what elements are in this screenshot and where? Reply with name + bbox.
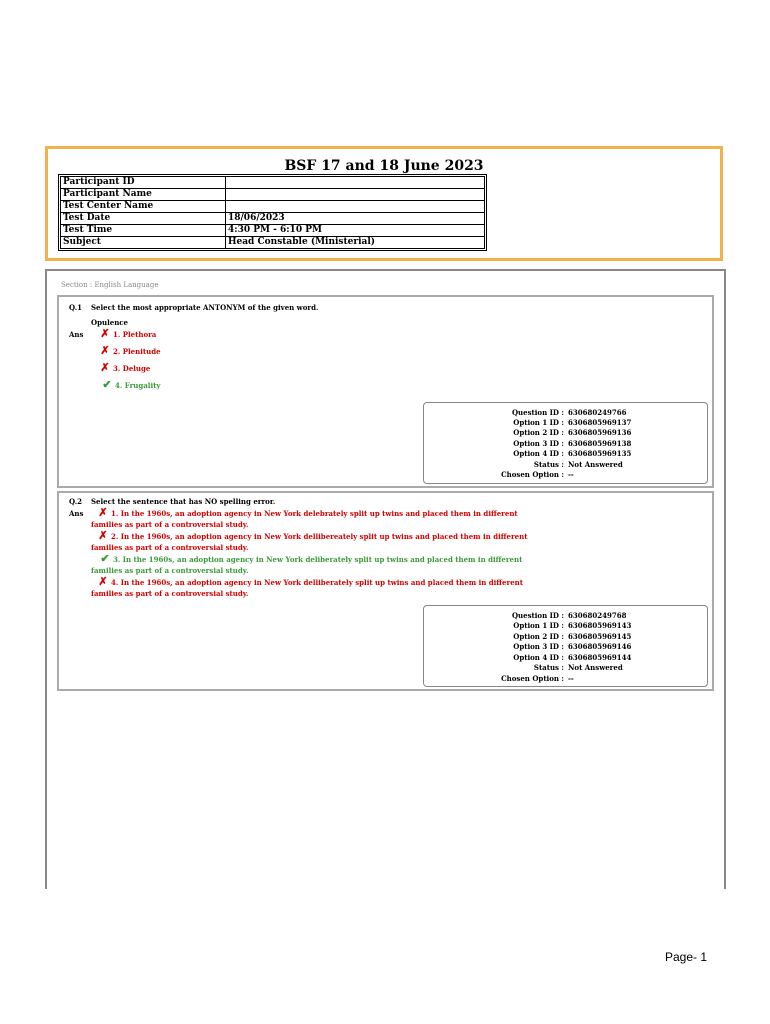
- meta-row: [424, 642, 707, 652]
- info-value: 18/06/2023: [226, 213, 485, 225]
- question-card-1: [57, 295, 714, 488]
- meta-key: Option 2 ID :: [513, 632, 564, 641]
- option-text-line1: 2. In the 1960s, an adoption agency in New York dellibereately split up twins and placed them in different: [111, 532, 528, 541]
- option-text-line2: families as part of a controversial study.: [91, 566, 249, 575]
- meta-key: Status :: [533, 663, 564, 672]
- cross-icon: ✗: [100, 344, 110, 357]
- info-value: Head Constable (Ministerial): [226, 237, 485, 249]
- info-value: 4:30 PM - 6:10 PM: [226, 225, 485, 237]
- meta-value: 6306805969138: [568, 439, 632, 448]
- participant-info-table: [58, 174, 487, 251]
- meta-key: Chosen Option :: [501, 674, 564, 683]
- meta-row: [424, 408, 707, 418]
- ans-label: Ans: [69, 509, 84, 518]
- option-1: [91, 506, 518, 530]
- option-text-line2: families as part of a controversial study.: [91, 543, 249, 552]
- meta-value: 6306805969137: [568, 418, 632, 427]
- meta-row: [424, 460, 707, 470]
- meta-row: [424, 621, 707, 631]
- question-text: Select the most appropriate ANTONYM of the given word.: [91, 303, 319, 312]
- section-label: Section : English Language: [61, 281, 159, 289]
- meta-value: --: [568, 674, 574, 683]
- check-icon: ✔: [102, 378, 112, 391]
- info-row: [61, 177, 485, 189]
- meta-key: Option 1 ID :: [513, 418, 564, 427]
- meta-value: 6306805969146: [568, 642, 632, 651]
- option-1: [99, 328, 156, 340]
- meta-key: Option 3 ID :: [513, 642, 564, 651]
- option-4: [91, 575, 523, 599]
- check-icon: ✔: [100, 552, 110, 565]
- cross-icon: ✗: [100, 327, 110, 340]
- meta-key: Question ID :: [511, 408, 564, 417]
- question-number: Q.2: [69, 497, 83, 506]
- meta-row: [424, 470, 707, 480]
- info-label: Subject: [61, 237, 226, 249]
- meta-value: 6306805969143: [568, 621, 632, 630]
- cross-icon: ✗: [98, 506, 108, 519]
- cross-icon: ✗: [98, 575, 108, 588]
- option-text: 2. Plenitude: [113, 347, 161, 356]
- option-text: 3. Deluge: [113, 364, 151, 373]
- option-2: [99, 345, 161, 357]
- info-row: [61, 189, 485, 201]
- info-label: Test Time: [61, 225, 226, 237]
- meta-row: [424, 663, 707, 673]
- cross-icon: ✗: [100, 361, 110, 374]
- option-3: [91, 552, 523, 576]
- info-label: Test Date: [61, 213, 226, 225]
- header-box: [45, 146, 723, 261]
- info-value: [226, 177, 485, 189]
- info-label: Test Center Name: [61, 201, 226, 213]
- option-text-line1: 4. In the 1960s, an adoption agency in New York delliberately split up twins and placed them in different: [111, 578, 523, 587]
- meta-value: --: [568, 470, 574, 479]
- meta-key: Status :: [533, 460, 564, 469]
- meta-value: 6306805969144: [568, 653, 632, 662]
- meta-row: [424, 449, 707, 459]
- info-row: [61, 201, 485, 213]
- section-container: [45, 269, 726, 889]
- question-meta-box: [423, 605, 708, 687]
- info-label: Participant ID: [61, 177, 226, 189]
- meta-value: 630680249768: [568, 611, 627, 620]
- meta-key: Chosen Option :: [501, 470, 564, 479]
- meta-value: Not Answered: [568, 663, 623, 672]
- option-3: [99, 362, 150, 374]
- info-row: [61, 237, 485, 249]
- info-row: [61, 225, 485, 237]
- meta-value: 6306805969145: [568, 632, 632, 641]
- option-text: 1. Plethora: [113, 330, 157, 339]
- question-number: Q.1: [69, 303, 83, 312]
- page-number: Page- 1: [665, 950, 708, 964]
- meta-row: [424, 674, 707, 684]
- option-text-line2: families as part of a controversial study.: [91, 589, 249, 598]
- exam-title: BSF 17 and 18 June 2023: [284, 158, 484, 174]
- meta-row: [424, 428, 707, 438]
- ans-label: Ans: [69, 330, 84, 339]
- info-label: Participant Name: [61, 189, 226, 201]
- question-word: Opulence: [91, 318, 128, 327]
- meta-row: [424, 439, 707, 449]
- question-meta-box: [423, 402, 708, 484]
- option-text-line1: 1. In the 1960s, an adoption agency in New York delebrately split up twins and placed them in different: [111, 509, 518, 518]
- meta-key: Option 4 ID :: [513, 653, 564, 662]
- meta-key: Option 3 ID :: [513, 439, 564, 448]
- info-row: [61, 213, 485, 225]
- meta-row: [424, 418, 707, 428]
- meta-value: Not Answered: [568, 460, 623, 469]
- meta-key: Option 4 ID :: [513, 449, 564, 458]
- meta-value: 6306805969136: [568, 428, 632, 437]
- meta-value: 630680249766: [568, 408, 627, 417]
- meta-key: Option 2 ID :: [513, 428, 564, 437]
- question-text: Select the sentence that has NO spelling error.: [91, 497, 276, 506]
- option-4: [101, 379, 160, 391]
- info-value: [226, 201, 485, 213]
- option-text: 4. Frugality: [115, 381, 161, 390]
- cross-icon: ✗: [98, 529, 108, 542]
- meta-row: [424, 632, 707, 642]
- meta-key: Option 1 ID :: [513, 621, 564, 630]
- option-2: [91, 529, 528, 553]
- option-text-line1: 3. In the 1960s, an adoption agency in New York deliberately split up twins and placed them in different: [113, 555, 523, 564]
- option-text-line2: families as part of a controversial study.: [91, 520, 249, 529]
- meta-row: [424, 611, 707, 621]
- question-card-2: [57, 491, 714, 691]
- meta-row: [424, 653, 707, 663]
- meta-value: 6306805969135: [568, 449, 632, 458]
- info-value: [226, 189, 485, 201]
- meta-key: Question ID :: [511, 611, 564, 620]
